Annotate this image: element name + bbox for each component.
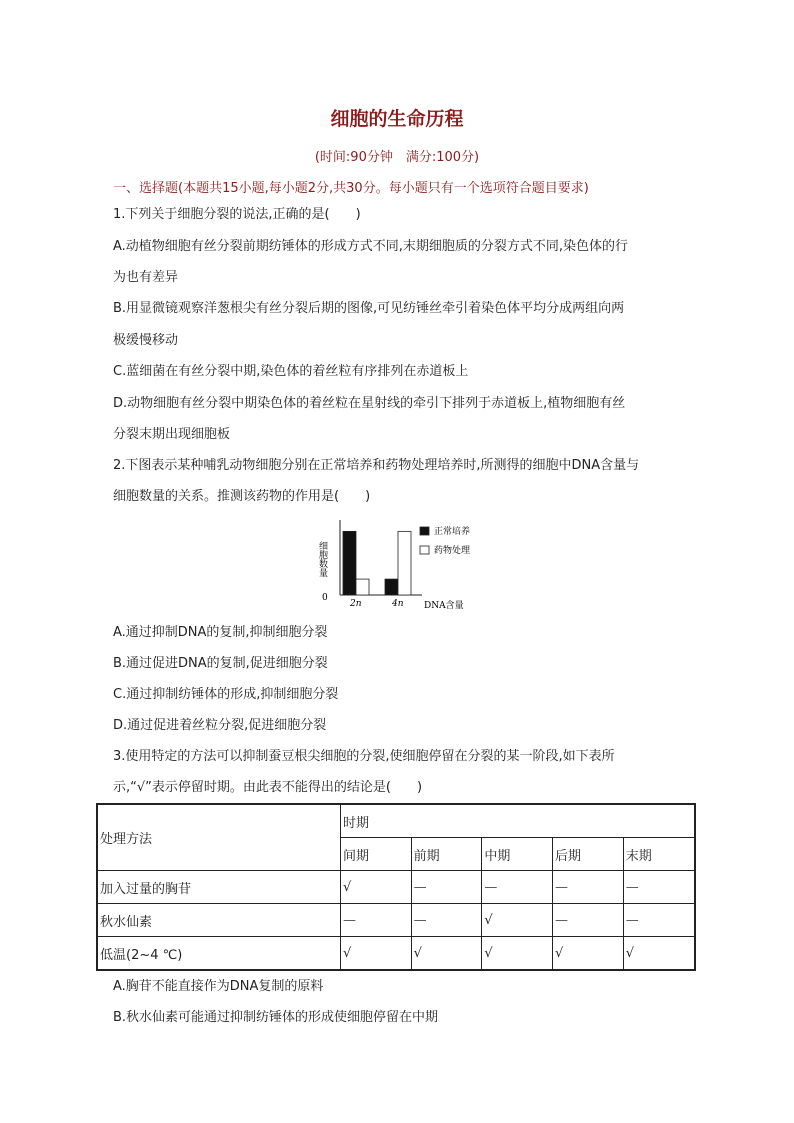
table-cell: — — [553, 871, 624, 904]
q1-option-b-line1: B.用显微镜观察洋葱根尖有丝分裂后期的图像,可见纺锤丝牵引着染色体平均分成两组向两 — [113, 301, 625, 316]
table-cell: — — [341, 904, 412, 937]
table-cell: — — [411, 904, 482, 937]
q1-option-d-line2: 分裂末期出现细胞板 — [113, 427, 231, 442]
q3-stem-line2: 示,“√”表示停留时期。由此表不能得出的结论是( ) — [113, 780, 423, 795]
table-cell: √ — [341, 871, 412, 904]
bar-drug-4n — [398, 531, 411, 595]
q2-option-d: D.通过促进着丝粒分裂,促进细胞分裂 — [113, 718, 327, 733]
chart-svg — [310, 515, 490, 615]
table-cell-method: 低温(2~4 ℃) — [97, 937, 341, 971]
legend-swatch-normal — [420, 527, 429, 535]
table-cell: — — [623, 904, 695, 937]
table-header-phase: 前期 — [411, 838, 482, 871]
treatment-table — [96, 803, 696, 971]
q1-option-d-line1: D.动物细胞有丝分裂中期染色体的着丝粒在星射线的牵引下排列于赤道板上,植物细胞有丝 — [113, 396, 626, 411]
table-header-phase: 末期 — [623, 838, 695, 871]
table-header-phase: 间期 — [341, 838, 412, 871]
bar-normal-2n — [343, 531, 356, 595]
q3-stem-line1: 3.使用特定的方法可以抑制蚕豆根尖细胞的分裂,使细胞停留在分裂的某一阶段,如下表所 — [113, 749, 615, 764]
origin-label: 0 — [322, 593, 328, 603]
bar-drug-2n — [356, 579, 369, 595]
table-cell: √ — [623, 937, 695, 971]
table-cell: √ — [482, 904, 553, 937]
table-cell: — — [553, 904, 624, 937]
q1-option-b-line2: 极缓慢移动 — [113, 333, 179, 348]
q1-option-a-line2: 为也有差异 — [113, 270, 179, 285]
page-title: 细胞的生命历程 — [330, 108, 464, 130]
table-header-row — [97, 804, 695, 838]
table-row — [97, 904, 695, 937]
table-cell-method: 加入过量的胸苷 — [97, 871, 341, 904]
x-tick-2n: 2n — [350, 599, 362, 609]
exam-info: (时间:90分钟 满分:100分) — [314, 150, 480, 165]
q2-stem-line1: 2.下图表示某种哺乳动物细胞分别在正常培养和药物处理培养时,所测得的细胞中DNA含量与 — [113, 458, 640, 473]
table-cell: √ — [482, 937, 553, 971]
section-heading: 一、选择题(本题共15小题,每小题2分,共30分。每小题只有一个选项符合题目要求) — [113, 181, 589, 196]
table-header-method: 处理方法 — [97, 804, 341, 871]
table-cell-method: 秋水仙素 — [97, 904, 341, 937]
table-header-phase: 后期 — [553, 838, 624, 871]
legend-label-normal: 正常培养 — [434, 527, 471, 537]
table-header-phase-group: 时期 — [341, 804, 696, 838]
table-row — [97, 871, 695, 904]
q1-option-a-line1: A.动植物细胞有丝分裂前期纺锤体的形成方式不同,末期细胞质的分裂方式不同,染色体的行 — [113, 239, 629, 254]
dna-content-chart — [310, 515, 490, 615]
table-cell: — — [411, 871, 482, 904]
legend-label-drug: 药物处理 — [434, 546, 471, 556]
y-axis-label: 细胞数量 — [317, 541, 327, 577]
x-tick-4n: 4n — [392, 599, 404, 609]
bar-normal-4n — [385, 579, 398, 595]
table-row — [97, 937, 695, 971]
table-header-phase: 中期 — [482, 838, 553, 871]
q3-option-b: B.秋水仙素可能通过抑制纺锤体的形成使细胞停留在中期 — [113, 1010, 439, 1025]
q2-option-b: B.通过促进DNA的复制,促进细胞分裂 — [113, 656, 328, 671]
table-cell: — — [623, 871, 695, 904]
table-cell: √ — [341, 937, 412, 971]
q3-option-a: A.胸苷不能直接作为DNA复制的原料 — [113, 979, 324, 994]
q2-stem-line2: 细胞数量的关系。推测该药物的作用是( ) — [113, 489, 371, 504]
q1-option-c: C.蓝细菌在有丝分裂中期,染色体的着丝粒有序排列在赤道板上 — [113, 364, 469, 379]
legend-swatch-drug — [420, 546, 429, 554]
table-cell: √ — [411, 937, 482, 971]
q2-option-c: C.通过抑制纺锤体的形成,抑制细胞分裂 — [113, 687, 339, 702]
table-cell: — — [482, 871, 553, 904]
q2-option-a: A.通过抑制DNA的复制,抑制细胞分裂 — [113, 625, 328, 640]
x-axis-label: DNA含量 — [424, 601, 464, 611]
q1-stem: 1.下列关于细胞分裂的说法,正确的是( ) — [113, 207, 361, 222]
table-cell: √ — [553, 937, 624, 971]
